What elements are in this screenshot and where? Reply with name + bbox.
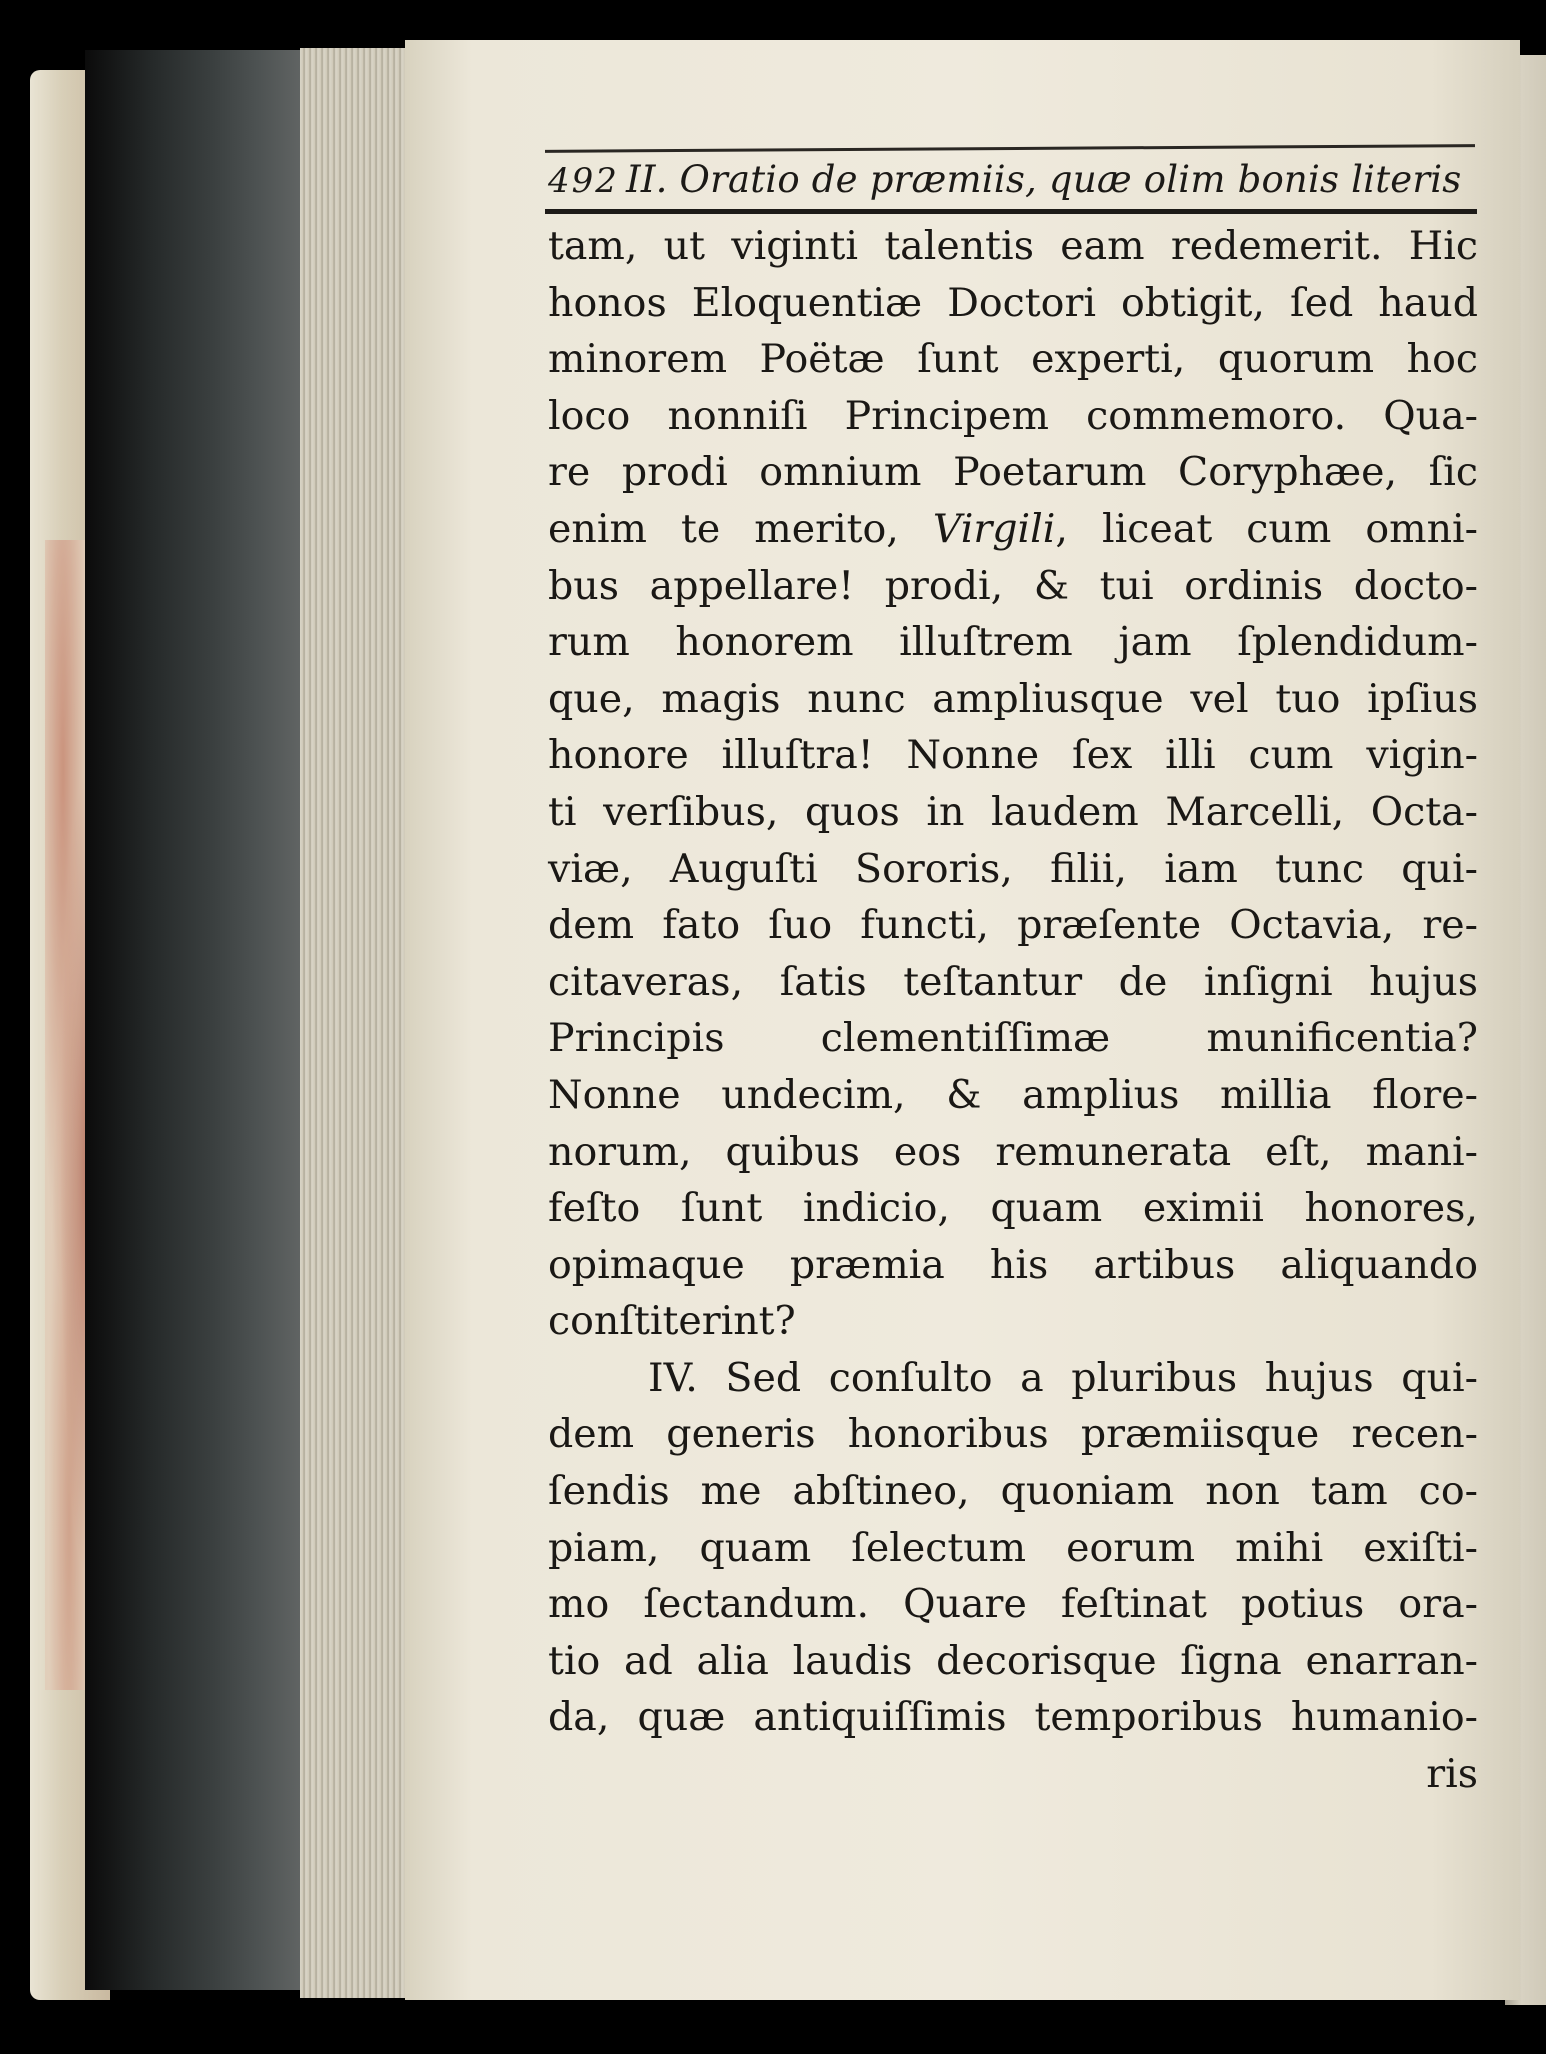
text-line: minorem Poëtæ ſunt experti, quorum hoc xyxy=(548,336,1478,383)
line-text-after: , liceat cum omni- xyxy=(1055,505,1478,552)
text-line: tam, ut viginti talentis eam redemerit. Hic xyxy=(548,223,1478,269)
italic-name-virgili: Virgili xyxy=(932,505,1056,552)
text-line: opimaque præmia his artibus aliquando xyxy=(548,1241,1478,1288)
text-line: feſto ſunt indicio, quam eximii honores, xyxy=(548,1185,1478,1232)
text-line: dem generis honoribus præmiisque recen- xyxy=(548,1411,1478,1458)
text-line xyxy=(548,501,1478,558)
text-line: dem fato ſuo functi, præſente Octavia, re- xyxy=(548,902,1478,949)
text-line: da, quæ antiquiſſimis temporibus humanio- xyxy=(548,1694,1478,1741)
page-number: 492 xyxy=(548,161,619,201)
catchword: ris xyxy=(1426,1751,1478,1798)
text-line: re prodi omnium Poetarum Coryphæe, ſic xyxy=(548,449,1478,496)
text-line: piam, quam ſelectum eorum mihi exiſti- xyxy=(548,1524,1478,1571)
paragraph-start-line: IV. Sed conſulto a pluribus hujus qui- xyxy=(648,1354,1478,1401)
text-line: loco nonniſi Principem commemoro. Qua- xyxy=(548,392,1478,439)
text-line: rum honorem illuſtrem jam ſplendidum- xyxy=(548,619,1478,666)
text-line: viæ, Auguſti Sororis, filii, iam tunc qui- xyxy=(548,845,1478,892)
text-line: conſtiterint? xyxy=(548,1298,796,1345)
line-text-before: enim te merito, xyxy=(548,505,933,552)
body-text xyxy=(548,218,1478,1803)
text-line: ti verſibus, quos in laudem Marcelli, Octa- xyxy=(548,788,1478,835)
header-rule-bottom xyxy=(545,209,1477,214)
text-line: Nonne undecim, & amplius millia flore- xyxy=(548,1071,1478,1118)
text-line: honos Eloquentiæ Doctori obtigit, ſed haud xyxy=(548,279,1478,326)
text-line: bus appellare! prodi, & tui ordinis docto- xyxy=(548,562,1478,609)
running-head xyxy=(548,158,1476,214)
running-title: II. Oratio de præmiis, quæ olim bonis literis xyxy=(626,158,1462,201)
text-line: ſendis me abſtineo, quoniam non tam co- xyxy=(548,1468,1478,1515)
page-block-edge xyxy=(85,50,315,1990)
text-line: que, magis nunc ampliusque vel tuo ipſius xyxy=(548,675,1478,722)
text-line: citaveras, ſatis teſtantur de inſigni hujus xyxy=(548,958,1478,1005)
text-line: Principis clementiſſimæ munificentia? xyxy=(548,1015,1478,1062)
text-line: mo ſectandum. Quare feſtinat potius ora- xyxy=(548,1581,1478,1628)
page-edges xyxy=(300,48,420,1998)
text-line: tio ad alia laudis decorisque ſigna enarran- xyxy=(548,1637,1478,1684)
text-line: norum, quibus eos remunerata eſt, mani- xyxy=(548,1128,1478,1175)
text-line: honore illuſtra! Nonne ſex illi cum vigin- xyxy=(548,732,1478,779)
